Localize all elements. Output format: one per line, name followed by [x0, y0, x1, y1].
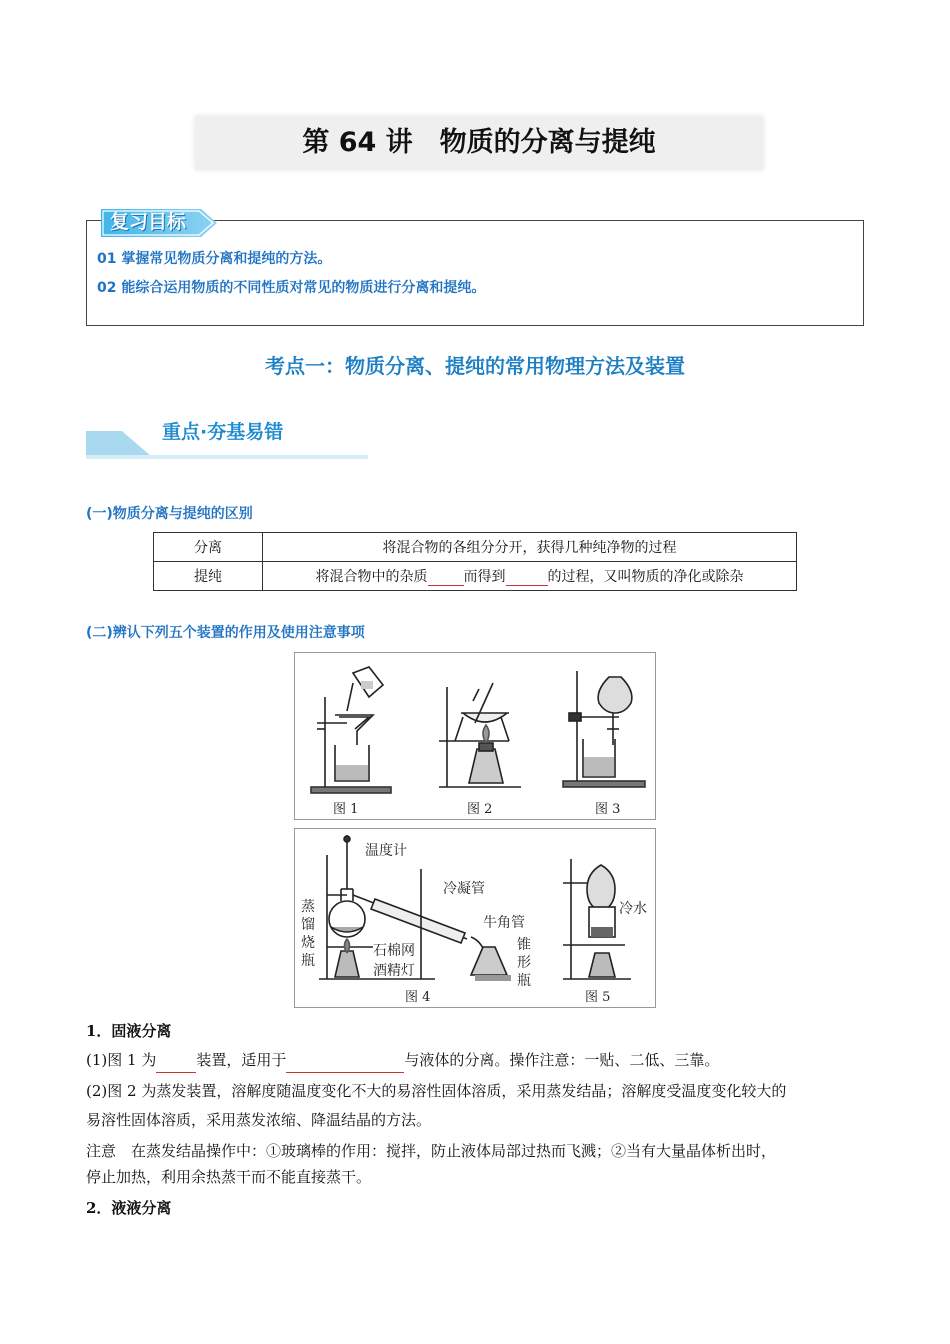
label-flask-3: 烧 [301, 935, 315, 951]
fig1-caption: 图 1 [333, 802, 359, 817]
section-heading: 考点一：物质分离、提纯的常用物理方法及装置 [265, 354, 685, 378]
solid-liquid-p2-line1: (2)图 2 为蒸发装置，溶解度随温度变化不大的易溶性固体溶质，采用蒸发结晶；溶解度受温度变化较大的 [86, 1082, 787, 1100]
label-flask-1: 蒸 [301, 899, 315, 915]
table-cell-term: 提纯 [154, 562, 263, 591]
liquid-liquid-heading: 2．液液分离 [86, 1199, 172, 1217]
note-line1: 注意 在蒸发结晶操作中：①玻璃棒的作用：搅拌，防止液体局部过热而飞溅；②当有大量晶体析出时， [86, 1142, 777, 1160]
table-row [154, 562, 797, 591]
label-erlenmeyer-3: 瓶 [517, 973, 531, 989]
table-row [154, 533, 797, 562]
p1-part-b: 装置，适用于 [196, 1051, 287, 1069]
p1-part-c: 与液体的分离。操作注意：一贴、二低、三靠。 [404, 1051, 720, 1069]
label-flask-4: 瓶 [301, 953, 315, 969]
table-cell-definition: 将混合物的各组分分开，获得几种纯净物的过程 [263, 533, 797, 562]
definition-part-a: 将混合物中的杂质 [315, 569, 428, 585]
fig5-caption: 图 5 [585, 990, 611, 1005]
figure-panel-top [294, 652, 656, 820]
goal-item-1: 01 掌握常见物质分离和提纯的方法。 [97, 251, 332, 267]
fig2-caption: 图 2 [467, 802, 493, 817]
definition-part-b: 而得到 [463, 569, 506, 585]
figure-panel-bottom [294, 828, 656, 1008]
definition-part-c: 的过程，又叫物质的净化或除杂 [547, 569, 744, 585]
keypoint-label: 重点·夯基易错 [162, 421, 284, 443]
label-thermometer: 温度计 [365, 843, 407, 859]
comparison-table [153, 532, 797, 591]
label-erlenmeyer-2: 形 [517, 955, 531, 971]
note-line2: 停止加热，利用余热蒸干而不能直接蒸干。 [86, 1168, 372, 1186]
apparatus-figures-1-3 [295, 653, 655, 819]
label-lamp: 酒精灯 [373, 963, 415, 979]
table-cell-definition [263, 562, 797, 591]
answer-blank[interactable] [428, 571, 464, 586]
solid-liquid-p2-line2: 易溶性固体溶质，采用蒸发浓缩、降温结晶的方法。 [86, 1111, 432, 1129]
label-cold-water: 冷水 [619, 901, 647, 917]
part2-heading: (二)辨认下列五个装置的作用及使用注意事项 [86, 625, 365, 641]
answer-blank[interactable] [286, 1058, 404, 1073]
part1-heading: (一)物质分离与提纯的区别 [86, 506, 253, 522]
page-title: 第 64 讲 物质的分离与提纯 [302, 127, 656, 158]
label-adapter: 牛角管 [483, 915, 525, 931]
label-flask-2: 馏 [301, 917, 315, 933]
answer-blank[interactable] [506, 571, 548, 586]
p1-part-a: (1)图 1 为 [86, 1051, 157, 1069]
solid-liquid-heading: 1．固液分离 [86, 1022, 172, 1040]
goal-item-2: 02 能综合运用物质的不同性质对常见的物质进行分离和提纯。 [97, 280, 486, 296]
label-condenser: 冷凝管 [443, 881, 485, 897]
apparatus-figures-4-5 [295, 829, 655, 1007]
label-erlenmeyer-1: 锥 [517, 937, 531, 953]
review-goals-label: 复习目标 [110, 211, 187, 233]
answer-blank[interactable] [156, 1058, 196, 1073]
table-cell-term: 分离 [154, 533, 263, 562]
solid-liquid-p1 [86, 1047, 719, 1073]
label-asbestos: 石棉网 [373, 943, 415, 959]
fig4-caption: 图 4 [405, 990, 431, 1005]
fig3-caption: 图 3 [595, 802, 621, 817]
